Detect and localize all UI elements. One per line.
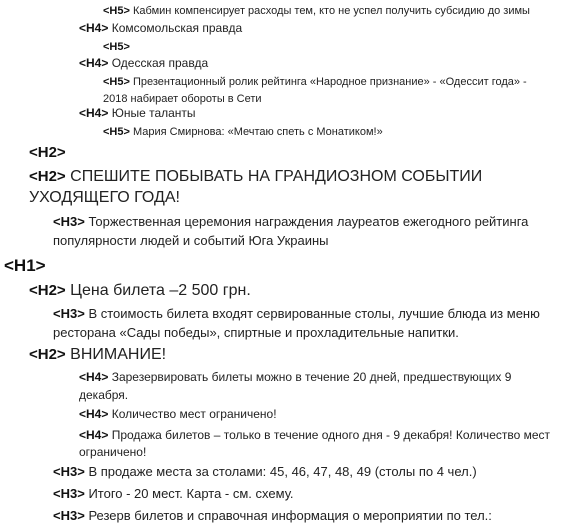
- outline-item: [53, 214, 528, 229]
- outline-tag: <H4>: [79, 106, 109, 120]
- outline-text: Торжественная церемония награждения лауреатов ежегодного рейтинга: [88, 214, 529, 229]
- outline-text-continued: ограничено!: [79, 445, 147, 459]
- outline-text-continued: декабря.: [79, 388, 129, 402]
- outline-tag: <H2>: [29, 144, 66, 161]
- outline-text: Мария Смирнова: «Мечтаю спеть с Монатиком!»: [132, 126, 383, 138]
- outline-item: [103, 76, 527, 88]
- outline-item: [53, 486, 294, 501]
- outline-tag: <H2>: [29, 282, 66, 299]
- outline-item: [103, 126, 383, 138]
- outline-tag: <H3>: [53, 464, 85, 479]
- outline-text: Комсомольская правда: [111, 21, 243, 35]
- outline-item: [79, 106, 196, 120]
- outline-item: [4, 256, 46, 276]
- outline-item: [29, 282, 251, 300]
- outline-item: [53, 306, 540, 321]
- outline-item: [79, 428, 550, 442]
- outline-item: [53, 508, 492, 523]
- outline-text: Цена билета –2 500 грн.: [70, 282, 251, 299]
- outline-item: [29, 168, 482, 186]
- outline-item: [79, 21, 242, 35]
- outline-tag: <H4>: [79, 370, 109, 384]
- outline-text: Количество мест ограничено!: [111, 407, 277, 421]
- outline-tag: <H3>: [53, 486, 85, 501]
- outline-text-continued: ресторана «Сады победы», спиртные и прохладительные напитки.: [53, 325, 459, 340]
- outline-tag: <H3>: [53, 306, 85, 321]
- outline-text: В стоимость билета входят сервированные столы, лучшие блюда из меню: [88, 306, 540, 321]
- outline-item: [103, 41, 130, 53]
- outline-tag: <H4>: [79, 56, 109, 70]
- outline-text-continued: УХОДЯЩЕГО ГОДА!: [29, 189, 180, 206]
- outline-text: Продажа билетов – только в течение одного дня - 9 декабря! Количество мест: [111, 428, 551, 442]
- outline-tag: <H5>: [103, 126, 130, 138]
- outline-item: [29, 144, 66, 162]
- outline-item: [53, 464, 477, 479]
- outline-tag: <H2>: [29, 168, 66, 185]
- outline-text: СПЕШИТЕ ПОБЫВАТЬ НА ГРАНДИОЗНОМ СОБЫТИИ: [70, 168, 483, 185]
- outline-tag: <H1>: [4, 256, 46, 275]
- outline-tag: <H5>: [103, 5, 130, 17]
- outline-item: [79, 370, 511, 384]
- outline-text: В продаже места за столами: 45, 46, 47, 48, 49 (столы по 4 чел.): [88, 464, 477, 479]
- outline-item: [29, 346, 166, 364]
- outline-text: ВНИМАНИЕ!: [70, 346, 167, 363]
- outline-text: Презентационный ролик рейтинга «Народное признание» - «Одессит года» -: [132, 76, 527, 88]
- outline-tag: <H3>: [53, 508, 85, 523]
- outline-item: [79, 56, 208, 70]
- outline-text: Кабмин компенсирует расходы тем, кто не успел получить субсидию до зимы: [132, 5, 530, 17]
- outline-text-continued: популярности людей и событий Юга Украины: [53, 233, 329, 248]
- outline-text: Резерв билетов и справочная информация о мероприятии по тел.:: [88, 508, 492, 523]
- outline-tag: <H4>: [79, 21, 109, 35]
- outline-text: Одесская правда: [111, 56, 209, 70]
- outline-text: Юные таланты: [111, 106, 196, 120]
- outline-tag: <H5>: [103, 76, 130, 88]
- outline-item: [103, 5, 530, 17]
- outline-tag: <H4>: [79, 407, 109, 421]
- outline-text: Итого - 20 мест. Карта - см. схему.: [88, 486, 294, 501]
- outline-text: Зарезервировать билеты можно в течение 20 дней, предшествующих 9: [111, 370, 512, 384]
- outline-tag: <H4>: [79, 428, 109, 442]
- outline-item: [79, 407, 277, 421]
- outline-tag: <H5>: [103, 41, 130, 53]
- outline-tag: <H2>: [29, 346, 66, 363]
- outline-tag: <H3>: [53, 214, 85, 229]
- outline-text-continued: 2018 набирает обороты в Сети: [103, 93, 262, 105]
